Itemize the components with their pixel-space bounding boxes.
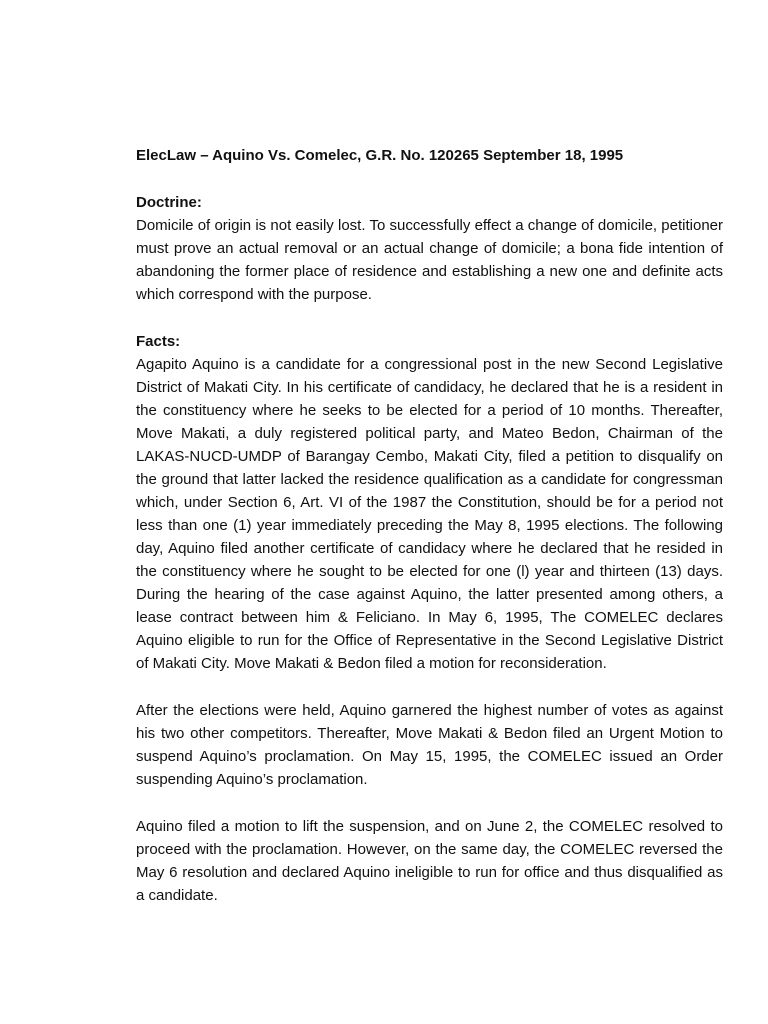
document-page	[136, 144, 723, 907]
document-title: ElecLaw – Aquino Vs. Comelec, G.R. No. 120265 September 18, 1995	[136, 147, 624, 164]
doctrine-paragraph: Domicile of origin is not easily lost. To successfully effect a change of domicile, petitioner must prove an actual removal or an actual change of domicile; a bona fide intention of abandoning the former place of residence and establishing a new one and definite acts which correspond with the purpose.	[136, 217, 723, 303]
facts-paragraph-1: Agapito Aquino is a candidate for a congressional post in the new Second Legislative District of Makati City. In his certificate of candidacy, he declared that he is a resident in the constituency where he seeks to be elected for a period of 10 months. Thereafter, Move Makati, a duly registered political party, and Mateo Bedon, Chairman of the LAKAS-NUCD-UMDP of Barangay Cembo, Makati City, filed a petition to disqualify on the ground that latter lacked the residence qualification as a candidate for congressman which, under Section 6, Art. VI of the 1987 the Constitution, should be for a period not less than one (1) year immediately preceding the May 8, 1995 elections. The following day, Aquino filed another certificate of candidacy where he declared that he resided in the constituency where he sought to be elected for one (l) year and thirteen (13) days. During the hearing of the case against Aquino, the latter presented among others, a lease contract between him & Feliciano. In May 6, 1995, The COMELEC declares Aquino eligible to run for the Office of Representative in the Second Legislative District of Makati City. Move Makati & Bedon filed a motion for reconsideration.	[136, 356, 723, 672]
facts-heading: Facts:	[136, 333, 181, 350]
facts-paragraph-3: Aquino filed a motion to lift the suspension, and on June 2, the COMELEC resolved to proceed with the proclamation. However, on the same day, the COMELEC reversed the May 6 resolution and declared Aquino ineligible to run for office and thus disqualified as a candidate.	[136, 818, 723, 904]
facts-paragraph-2: After the elections were held, Aquino garnered the highest number of votes as against his two other competitors. Thereafter, Move Makati & Bedon filed an Urgent Motion to suspend Aquino’s proclamation. On May 15, 1995, the COMELEC issued an Order suspending Aquino’s proclamation.	[136, 702, 723, 788]
doctrine-heading: Doctrine:	[136, 194, 202, 211]
